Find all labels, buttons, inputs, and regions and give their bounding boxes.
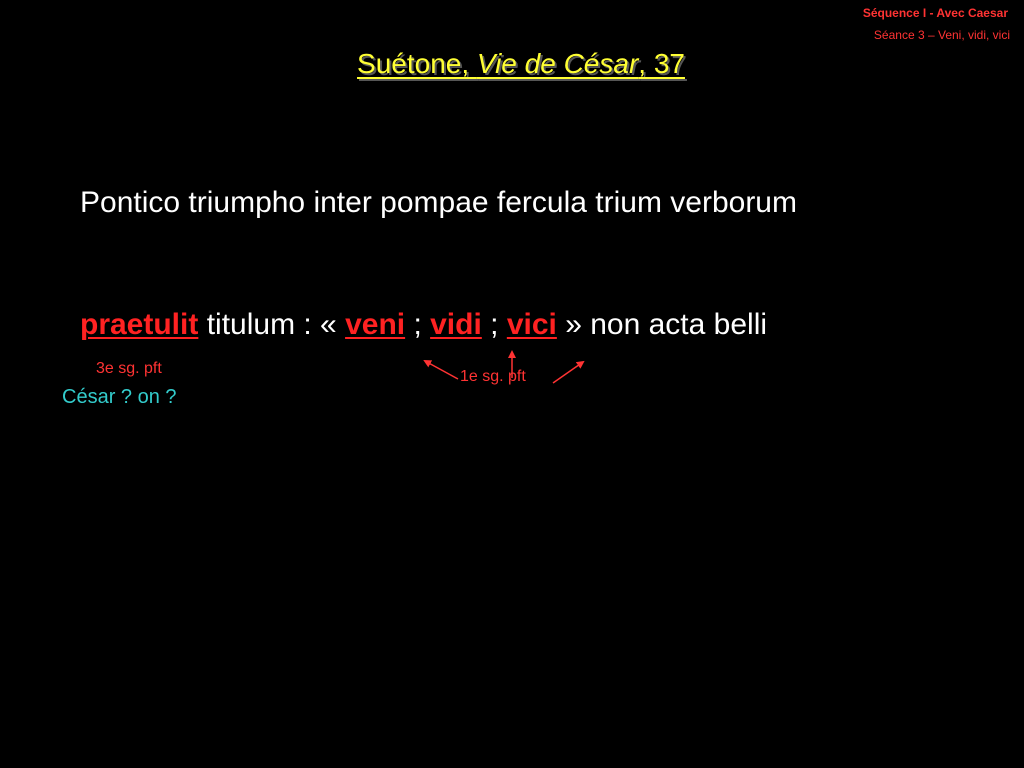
latin-line-2-part1: titulum : « — [198, 308, 346, 341]
slide-title — [0, 48, 1024, 80]
verb-vici: vici — [506, 308, 557, 341]
title-chapter: , 37 — [638, 48, 685, 79]
separator-2: ; — [481, 308, 507, 341]
latin-line-1: Pontico triumpho inter pompae fercula trium verborum — [80, 186, 797, 219]
verb-veni: veni — [345, 308, 406, 341]
title-work: Vie de César — [476, 48, 639, 79]
latin-line-2 — [80, 308, 767, 342]
praetulit-annotation: 3e sg. pft — [96, 360, 162, 377]
seance-label: Séance 3 – Veni, vidi, vici — [873, 28, 1010, 42]
verbs-annotation: 1e sg. pft — [460, 368, 526, 385]
separator-1: ; — [405, 308, 431, 341]
sequence-label: Séquence I - Avec Caesar — [862, 6, 1008, 20]
latin-line-2-part2: » non acta belli — [556, 308, 768, 341]
verb-praetulit: praetulit — [80, 308, 199, 341]
arrow-to-vici — [553, 362, 583, 383]
verb-vidi: vidi — [430, 308, 482, 341]
subject-question: César ? on ? — [62, 386, 177, 408]
title-author: Suétone, — [357, 48, 477, 79]
arrow-to-veni — [425, 361, 458, 379]
